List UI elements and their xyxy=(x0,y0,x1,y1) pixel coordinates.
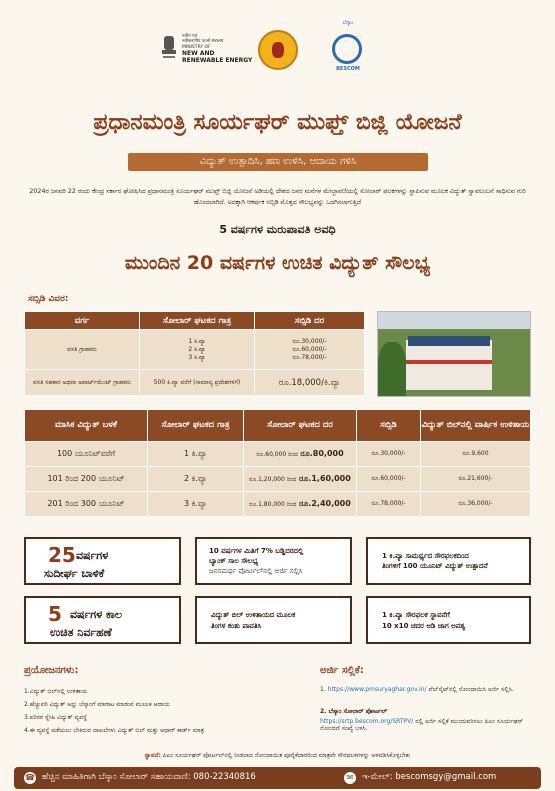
feature-number: 25 xyxy=(48,543,76,567)
apply-heading: ಅರ್ಜಿ ಸಲ್ಲಿಕೆ: xyxy=(320,665,364,676)
table-header: ವರ್ಗ xyxy=(25,312,140,330)
list-item: 1.ವಿದ್ಯುತ್ ಬಿಲ್‌ನಲ್ಲಿ ಉಳಿತಾಯ xyxy=(24,688,88,695)
apply-text: ನಲ್ಲಿ ಅರ್ಜಿ ಸಲ್ಲಿಕೆ ಮುಂದುವರಿಸಲು ಪಿಎಂ ಸೂರ್ಯಘರ್ ನೋಂದಣಿ ಸಂಖ್ಯೆ ಬಳಸಿ. xyxy=(320,718,523,732)
rate-from: ರೂ.1,80,000 ರಿಂದ xyxy=(249,501,297,508)
apply-item-1 xyxy=(320,686,530,693)
mnre-line: नवीकरणीय ऊर्जा मंत्रालय xyxy=(182,39,224,45)
subsidy-label: ಸಬ್ಸಿಡಿ ವಿವರ: xyxy=(28,294,69,304)
rate-to: ರೂ.80,000 xyxy=(300,449,344,458)
table-cell: 3 ಕಿ.ವ್ಯಾ xyxy=(148,492,244,517)
table-cell xyxy=(255,330,365,370)
apply-item-2 xyxy=(320,718,530,732)
mnre-line: नवीन एवं xyxy=(182,34,198,39)
table-row xyxy=(25,442,531,467)
solar-panel-shape xyxy=(408,336,490,346)
bescom-label: BESCOM xyxy=(336,66,360,72)
table-header: ಸಬ್ಸಿಡಿ ದರ xyxy=(255,312,365,330)
helpline-text: ಹೆಚ್ಚಿನ ಮಾಹಿತಿಗಾಗಿ ಬೆಸ್ಕಾಂ ಸೋಲಾರ್ ಸಹಾಯವಾಣಿ: 080-22340816 xyxy=(42,772,256,782)
feature-box-loan xyxy=(195,537,352,585)
bescom-top-text: ಬೆಸ್ಕಾಂ xyxy=(342,20,354,26)
solar-house-photo xyxy=(377,311,531,397)
feature-text: ಸುದೀರ್ಘ ಬಾಳಿಕೆ xyxy=(44,567,105,580)
table-cell: ರೂ.30,000/- xyxy=(357,442,421,467)
feature-text: ಬ್ಯಾಂಕ್ ಸಾಲ ಸೌಲಭ್ಯ xyxy=(209,557,258,565)
size-value: 3 ಕಿ.ವ್ಯಾ xyxy=(188,353,206,361)
feature-text: ವರ್ಷಗಳ xyxy=(76,549,109,562)
table-header: ಸೋಲಾರ್ ಘಟಕದ ದರ xyxy=(244,410,357,442)
feature-text: ತಿಂಗಳಿಗೆ 100 ಯೂನಿಟ್ ವಿದ್ಯುತ್ ಉತ್ಪಾದನೆ xyxy=(382,562,488,570)
table-cell: ರೂ.60,000/- xyxy=(357,467,421,492)
karnataka-seal-icon xyxy=(258,30,298,70)
mnre-line: NEW AND xyxy=(182,50,215,58)
apply-text: 1. xyxy=(320,686,328,693)
feature-box-installment xyxy=(195,596,352,644)
mnre-logo-text xyxy=(182,34,252,64)
table-cell: 100 ಯೂನಿಟ್‌ವರೆಗೆ xyxy=(25,442,148,467)
table-cell: 2 ಕಿ.ವ್ಯಾ xyxy=(148,467,244,492)
feature-box-generation xyxy=(366,537,531,585)
table-cell: 101 ರಿಂದ 200 ಯೂನಿಟ್ xyxy=(25,467,148,492)
list-item: 3.ಪರಿಸರ ಸ್ನೇಹಿ ವಿದ್ಯುತ್ ವ್ಯವಸ್ಥೆ xyxy=(24,714,88,721)
benefits-heading: ಪ್ರಯೋಜನಗಳು: xyxy=(24,665,79,676)
rate-from: ರೂ.60,000 ರಿಂದ xyxy=(256,451,298,458)
feature-text: 10 x10 ಚದರ ಅಡಿ ಜಾಗ ಅವಶ್ಯ xyxy=(382,622,466,630)
table-cell: 1 ಕಿ.ವ್ಯಾ xyxy=(148,442,244,467)
feature-text: ಉಚಿತ ನಿರ್ವಹಣೆ xyxy=(50,626,112,639)
feature-box-space xyxy=(366,596,531,644)
intro-paragraph: 2024ರ ಜನವರಿ 22 ರಂದು ಕೇಂದ್ರ ಸರ್ಕಾರ ಘೋಷಿಸಿದ ಪ್ರಧಾನಮಂತ್ರಿ ಸೂರ್ಯಘರ್ ಮುಫ್ತ್ ಬಿಜ್ಲಿ ಯೋಜನೆ ಅಡಿಯಲ್ಲಿ ದೇಶದ ಜನರ ಮನೆಗಳ ಮೇಲ್ಛಾವಣಿಯಲ್ಲಿ ಸೋಲಾರ್ ಫಲಕಗಳನ್ನು ಸ್ಥಾಪಿಸುವ ಮೂಲಕ ವಿದ್ಯುತ್ ಸ್ವಾವಲಂಬನೆ ಸಾಧಿಸುವ ಗುರಿ ಹೊಂದಲಾಗಿದೆ. ಅದಕ್ಕಾಗಿ ಆಕರ್ಷಕ ಸಬ್ಸಿಡಿ ಮೊತ್ತದ ಸೌಲಭ್ಯವನ್ನು ಒದಗಿಸಲಾಗುತ್ತಿದೆ xyxy=(29,188,526,206)
table-header: ಮಾಸಿಕ ವಿದ್ಯುತ್ ಬಳಕೆ xyxy=(25,410,148,442)
table-cell: 201 ರಿಂದ 300 ಯೂನಿಟ್ xyxy=(25,492,148,517)
page-title: ಪ್ರಧಾನಮಂತ್ರಿ ಸೂರ್ಯಘರ್ ಮುಫ್ತ್ ಬಿಜ್ಲಿ ಯೋಜನೆ xyxy=(93,110,462,135)
table-header: ವಿದ್ಯುತ್ ಬಿಲ್‌ನಲ್ಲಿ ವಾರ್ಷಿಕ ಉಳಿತಾಯ xyxy=(421,410,531,442)
phone-icon: ☎ xyxy=(25,773,35,782)
house-shape xyxy=(406,340,492,390)
tagline-banner: ವಿದ್ಯುತ್ ಉತ್ಪಾದಿಸಿ, ಹಣ ಉಳಿಸಿ, ಆದಾಯ ಗಳಿಸಿ xyxy=(128,153,428,171)
table-header: ಸೋಲಾರ್ ಘಟಕದ ಗಾತ್ರ xyxy=(140,312,255,330)
email-text[interactable]: ಇ-ಮೇಲ್: bescomsgy@gmail.com xyxy=(362,772,497,782)
size-value: 2 ಕಿ.ವ್ಯಾ xyxy=(188,345,206,353)
table-row xyxy=(25,492,531,517)
subsidy-table xyxy=(24,311,365,396)
table-cell: ರೂ.78,000/- xyxy=(357,492,421,517)
table-cell: ವಸತಿ ಸಹಕಾರ ಅಥವಾ ಅಪಾರ್ಟ್‌ಮೆಂಟ್ ಗ್ರಾಹಕರು xyxy=(25,370,140,396)
footer-bar xyxy=(14,767,541,789)
list-item: 2.ಹೆಚ್ಚುವರಿ ವಿದ್ಯುತ್ ಅನ್ನು ಬೆಸ್ಕಾಂಗೆ ಮಾರಾಟ ಮಾಡುವ ಮೂಲಕ ಆದಾಯ xyxy=(24,701,171,708)
tree-shape xyxy=(378,342,406,397)
rate-to: ರೂ.2,40,000 xyxy=(298,499,351,508)
table-cell: ವಸತಿ ಗ್ರಾಹಕರು xyxy=(25,330,140,370)
mnre-line: RENEWABLE ENERGY xyxy=(182,57,253,65)
list-item: 4.ಈ ವ್ಯವಸ್ಥೆ ಪಡೆಯಲು ಬೇಕಿರುವ ದಾಖಲೆಗಳು ವಿದ್ಯುತ್ ಬಿಲ್ ಮತ್ತು ಆಧಾರ್ ಕಾರ್ಡ್ ಮಾತ್ರ xyxy=(24,727,205,734)
source-note xyxy=(0,752,555,760)
apply-text: ವೆಬ್‌ಸೈಟ್‌ನಲ್ಲಿ ನೋಂದಾಯಿಸಿ ಅರ್ಜಿ ಸಲ್ಲಿಸಿ. xyxy=(426,686,514,693)
free-power-heading: ಮುಂದಿನ 20 ವರ್ಷಗಳ ಉಚಿತ ವಿದ್ಯುತ್ ಸೌಲಭ್ಯ xyxy=(124,252,431,274)
table-cell: ರೂ.21,600/- xyxy=(421,467,531,492)
table-cell: ರೂ.9,600 xyxy=(421,442,531,467)
rate-from: ರೂ.1,20,000 ರಿಂದ xyxy=(249,476,297,483)
bescom-ring-icon xyxy=(332,34,362,64)
table-cell xyxy=(244,442,357,467)
apply-item-2-heading: 2. ಬೆಸ್ಕಾಂ ಸೋಲಾರ್ ಪೋರ್ಟಲ್ xyxy=(320,708,387,715)
table-row xyxy=(25,467,531,492)
bescom-portal-link[interactable]: https://srtp.bescom.org/SRTPV/ xyxy=(320,718,414,725)
mail-icon: ✉ xyxy=(344,772,356,784)
source-label: ಸ್ವಾಪನೆ: xyxy=(144,752,161,759)
feature-text: ವಿದ್ಯುತ್ ಬಿಲ್ ಉಳಿತಾಯದ ಮೂಲಕ xyxy=(211,611,296,619)
feature-text: ಜನಸಮರ್ಥ ಪೋರ್ಟಲ್‌ನಲ್ಲಿ ಅರ್ಜಿ ಸಲ್ಲಿಸಿ xyxy=(209,567,303,575)
table-cell: ರೂ.36,000/- xyxy=(421,492,531,517)
mnre-line: MINISTRY OF xyxy=(182,44,211,50)
feature-text: ವರ್ಷಗಳ ಕಾಲ xyxy=(70,608,122,621)
table-cell: 500 ಕಿ.ವ್ಯಾ ವರೆಗೆ (ಸಾಮಾನ್ಯ ಪ್ರದೇಶಗಳಿಗೆ) xyxy=(140,370,255,396)
table-cell xyxy=(244,492,357,517)
national-emblem-icon xyxy=(160,34,178,70)
table-cell xyxy=(244,467,357,492)
payback-heading: 5 ವರ್ಷಗಳ ಮರುಪಾವತಿ ಅವಧಿ xyxy=(219,223,336,236)
table-cell: ರೂ.18,000/ಕಿ.ವ್ಯಾ xyxy=(255,370,365,396)
pmsuryaghar-link[interactable]: https://www.pmsuryaghar.gov.in/ xyxy=(327,686,427,693)
feature-box-lifespan xyxy=(24,537,181,585)
bescom-logo xyxy=(328,20,368,72)
source-text: ಪಿಎಂ ಸೂರ್ಯಘರ್ ಪೋರ್ಟಲ್‌ನಲ್ಲಿ ನೀಡಲಾದ ನೋಂದಾಯಿತ ಪೂರೈಕೆದಾರರಿಂದ ಮಾತ್ರವೇ ಸೌರಫಲಕಗಳನ್ನು ಅಳವಡಿಸಿಕೊಳ್ಳಬೇಕು xyxy=(160,752,411,759)
feature-number: 5 xyxy=(48,602,62,626)
table-cell xyxy=(140,330,255,370)
table-header: ಸೋಲಾರ್ ಘಟಕದ ಗಾತ್ರ xyxy=(148,410,244,442)
rate-value: ರೂ.78,000/- xyxy=(292,353,327,361)
feature-text: 1 ಕಿ.ವ್ಯಾ ಸಾಮರ್ಥ್ಯದ ಸೌರಫಲಕದಿಂದ xyxy=(382,552,469,560)
logo-strip xyxy=(0,20,555,80)
feature-text: ತಿಂಗಳ ಕಂತು ಪಾವತಿಸಿ xyxy=(211,622,262,630)
table-header: ಸಬ್ಸಿಡಿ xyxy=(357,410,421,442)
feature-text: 1 ಕಿ.ವ್ಯಾ ಸೌರಫಲಕ ಸ್ಥಾಪನೆಗೆ xyxy=(382,611,450,619)
rate-value: ರೂ.60,000/- xyxy=(292,345,327,353)
rate-value: ರೂ.30,000/- xyxy=(292,337,327,345)
rate-to: ರೂ.1,60,000 xyxy=(298,474,351,483)
usage-table xyxy=(24,409,531,517)
house-trim-shape xyxy=(406,360,492,364)
size-value: 1 ಕಿ.ವ್ಯಾ xyxy=(188,337,206,345)
feature-box-maintenance xyxy=(24,596,181,644)
feature-text: 10 ವರ್ಷಗಳ ಮಿತಿಗೆ 7% ಬಡ್ಡಿದರದಲ್ಲಿ xyxy=(209,547,304,555)
